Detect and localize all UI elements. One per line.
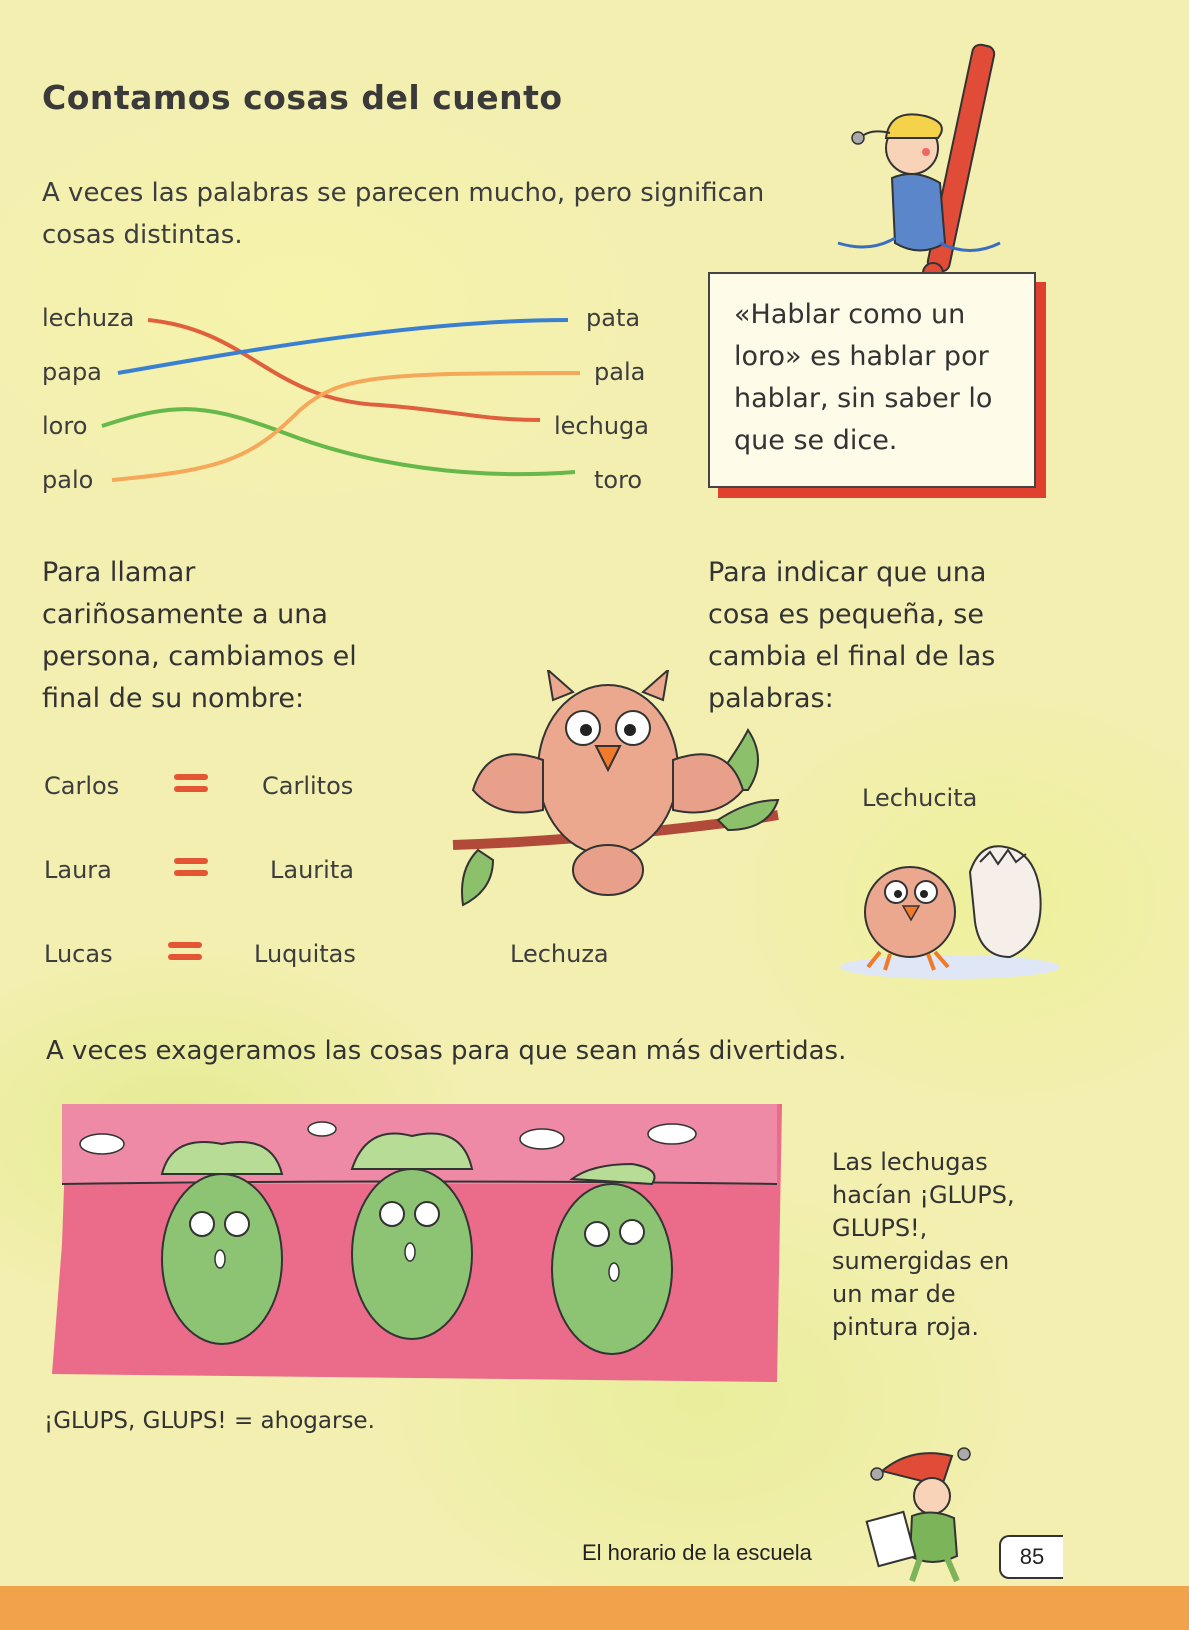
match-right-1: pata — [586, 304, 641, 332]
owl-on-branch-illustration — [448, 670, 788, 940]
match-right-4: toro — [594, 466, 643, 494]
match-right-2: pala — [594, 358, 646, 386]
equals-sign — [174, 858, 208, 880]
owl-caption: Lechuza — [510, 940, 609, 968]
glups-note: ¡GLUPS, GLUPS! = ahogarse. — [44, 1408, 375, 1434]
name-to-1: Carlitos — [262, 772, 354, 800]
footer-bar — [0, 1586, 1189, 1630]
diminutive-text: Para indicar que una cosa es pequeña, se cambia el final de las palabras: — [708, 557, 996, 714]
name-from-3: Lucas — [44, 940, 113, 968]
elf-with-pencil-illustration — [830, 38, 1030, 288]
note-card: «Hablar como un loro» es hablar por hablar, sin saber lo que se dice. — [708, 272, 1036, 488]
affectionate-text: Para llamar cariñosamente a una persona, cambiamos el final de su nombre: — [42, 557, 357, 714]
lettuce-character — [352, 1133, 472, 1339]
owlet-with-egg-illustration — [830, 832, 1070, 982]
equals-sign — [168, 942, 202, 964]
name-from-1: Carlos — [44, 772, 120, 800]
page-number: 85 — [999, 1535, 1063, 1579]
match-right-3: lechuga — [554, 412, 649, 440]
line-palo-pala — [112, 373, 580, 480]
intro-text: A veces las palabras se parecen mucho, pero significan cosas distintas. — [42, 178, 765, 250]
name-to-2: Laurita — [270, 856, 354, 884]
match-left-2: papa — [42, 358, 102, 386]
lettuce-text: Las lechugas hacían ¡GLUPS, GLUPS!, sumergidas en un mar de pintura roja. — [832, 1148, 1015, 1341]
match-left-1: lechuza — [42, 304, 135, 332]
footer-section-title: El horario de la escuela — [582, 1540, 812, 1565]
match-left-4: palo — [42, 466, 94, 494]
name-from-2: Laura — [44, 856, 112, 884]
exaggerate-text: A veces exageramos las cosas para que sean más divertidas. — [46, 1036, 847, 1066]
elf-mascot-illustration — [862, 1446, 1002, 1586]
owlet-caption: Lechucita — [862, 784, 978, 812]
match-left-3: loro — [42, 412, 88, 440]
page-title: Contamos cosas del cuento — [42, 78, 563, 117]
equals-sign — [174, 774, 208, 796]
lettuces-in-paint-illustration — [52, 1104, 782, 1382]
lettuce-character — [162, 1142, 282, 1344]
name-to-3: Luquitas — [254, 940, 356, 968]
